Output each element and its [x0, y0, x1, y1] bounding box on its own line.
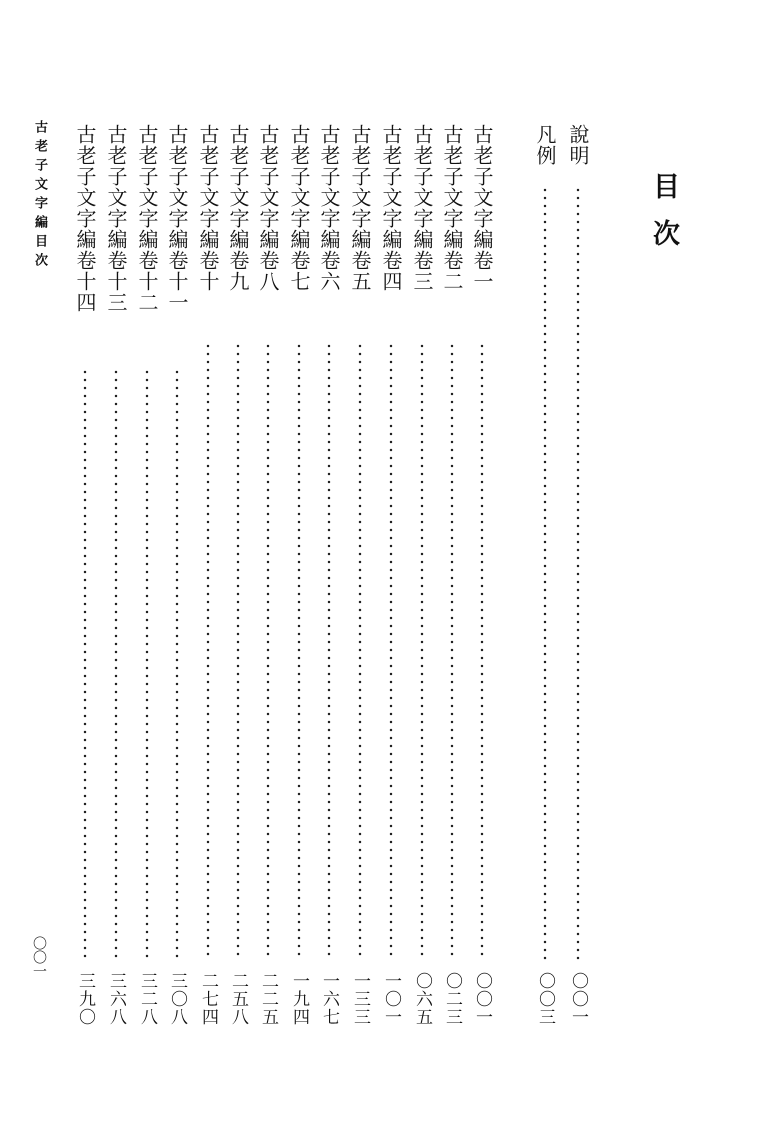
toc-entry-page-number: 二七四 [198, 972, 218, 1026]
toc-entry-label: 說明 [566, 124, 590, 166]
toc-entry-label: 古老子文字編卷一 [470, 124, 494, 292]
toc-leader-dots [297, 342, 301, 960]
toc-entry [347, 124, 373, 1054]
toc-leader-dots [83, 368, 87, 960]
toc-entry-page-number: 三六八 [106, 972, 126, 1026]
toc-entry [469, 124, 495, 1054]
toc-entry-label: 古老子文字編卷十一 [165, 124, 189, 313]
toc-leader-dots [114, 368, 118, 960]
toc-entry [225, 124, 251, 1054]
toc-entry [103, 124, 129, 1054]
toc-leader-dots [480, 342, 484, 960]
toc-leader-dots [145, 368, 149, 960]
toc-leader-dots [420, 342, 424, 960]
toc-leader-dots [236, 342, 240, 960]
toc-entry-page-number: 三九〇 [75, 972, 95, 1026]
toc-entry-label: 古老子文字編卷三 [410, 124, 434, 292]
toc-entry [565, 124, 591, 1054]
toc-entry-label: 古老子文字編卷七 [287, 124, 311, 292]
toc-leader-dots [175, 368, 179, 960]
toc-entry-page-number: 三〇八 [167, 972, 187, 1026]
toc-leader-dots [358, 342, 362, 960]
toc-entry [439, 124, 465, 1054]
toc-entry [164, 124, 190, 1054]
toc-entry-label: 凡例 [533, 124, 557, 166]
toc-entry-page-number: 〇〇一 [568, 972, 588, 1026]
toc-entry [134, 124, 160, 1054]
toc-entry [532, 124, 558, 1054]
toc-entry-label: 古老子文字編卷十四 [73, 124, 97, 313]
toc-entry-label: 古老子文字編卷二 [440, 124, 464, 292]
toc-entry-label: 古老子文字編卷四 [379, 124, 403, 292]
toc-entry [409, 124, 435, 1054]
toc-leader-dots [450, 342, 454, 960]
toc-entry-label: 古老子文字編卷五 [348, 124, 372, 292]
toc-entry [378, 124, 404, 1054]
toc-leader-dots [206, 342, 210, 960]
toc-entry [195, 124, 221, 1054]
toc-entry-label: 古老子文字編卷十三 [104, 124, 128, 313]
toc-entry-label: 古老子文字編卷六 [317, 124, 341, 292]
toc-entry [316, 124, 342, 1054]
toc-entry-page-number: 二五八 [228, 972, 248, 1026]
toc-entry-label: 古老子文字編卷十 [196, 124, 220, 292]
toc-leader-dots [543, 186, 547, 960]
toc-entry-page-number: 〇〇三 [535, 972, 555, 1026]
toc-leader-dots [327, 342, 331, 960]
toc-entry-page-number: 三二八 [137, 972, 157, 1026]
toc-entry-page-number: 一九四 [289, 972, 309, 1026]
toc-entry-page-number: 一〇一 [381, 972, 401, 1026]
toc-leader-dots [389, 342, 393, 960]
toc-entry [72, 124, 98, 1054]
toc-entry-page-number: 〇〇一 [472, 972, 492, 1026]
toc-entry-page-number: 一三三 [350, 972, 370, 1026]
toc-leader-dots [576, 186, 580, 960]
toc-entry-page-number: 〇二三 [442, 972, 462, 1026]
page-title: 目次 [648, 172, 679, 266]
toc-entry-label: 古老子文字編卷八 [256, 124, 280, 292]
toc-entry [286, 124, 312, 1054]
toc-entry [255, 124, 281, 1054]
toc-entry-page-number: 二二五 [258, 972, 278, 1026]
running-header-page-number: 〇〇一 [31, 936, 47, 978]
toc-entry-page-number: 〇六五 [412, 972, 432, 1026]
running-header-title: 古老子文字編目次 [32, 120, 47, 272]
toc-entry-label: 古老子文字編卷九 [226, 124, 250, 292]
toc-entry-label: 古老子文字編卷十二 [135, 124, 159, 313]
toc-leader-dots [266, 342, 270, 960]
toc-entry-page-number: 一六七 [319, 972, 339, 1026]
